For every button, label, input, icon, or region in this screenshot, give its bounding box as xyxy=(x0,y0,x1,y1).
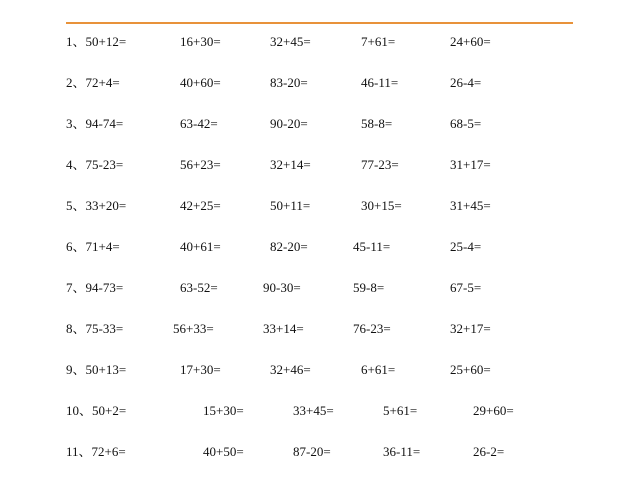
problem-cell: 26-4= xyxy=(450,75,482,90)
problem-cell: 90-20= xyxy=(270,116,308,131)
equation: 71+4= xyxy=(85,239,120,254)
equation: 94-74= xyxy=(85,116,124,131)
problem-row xyxy=(0,155,640,175)
row-number: 3、 xyxy=(66,116,86,131)
problem-cell: 32+45= xyxy=(270,34,311,49)
problem-cell: 7+61= xyxy=(361,34,396,49)
problem-cell: 32+17= xyxy=(450,321,491,336)
problem-cell: 50+11= xyxy=(270,198,311,213)
problem-row xyxy=(0,401,640,421)
problem-cell: 32+46= xyxy=(270,362,311,377)
problem-cell: 83-20= xyxy=(270,75,308,90)
problem-row xyxy=(0,196,640,216)
row-number: 2、 xyxy=(66,75,86,90)
problem-cell xyxy=(66,360,126,380)
equation: 72+4= xyxy=(85,75,120,90)
problem-cell: 40+61= xyxy=(180,239,221,254)
problem-cell: 32+14= xyxy=(270,157,311,172)
problem-cell: 68-5= xyxy=(450,116,482,131)
problem-cell: 16+30= xyxy=(180,34,221,49)
row-number: 11、 xyxy=(66,444,92,459)
problem-cell: 77-23= xyxy=(361,157,399,172)
problem-cell: 15+30= xyxy=(203,403,244,418)
problem-row xyxy=(0,73,640,93)
equation: 33+20= xyxy=(85,198,127,213)
problem-cell: 87-20= xyxy=(293,444,331,459)
equation: 75-23= xyxy=(85,157,124,172)
problem-cell: 82-20= xyxy=(270,239,308,254)
row-number: 5、 xyxy=(66,198,86,213)
problem-row xyxy=(0,278,640,298)
problem-cell xyxy=(66,114,123,134)
problem-row xyxy=(0,32,640,52)
equation: 50+12= xyxy=(85,34,127,49)
problem-cell xyxy=(66,278,123,298)
problem-cell: 6+61= xyxy=(361,362,396,377)
problem-cell: 31+45= xyxy=(450,198,491,213)
problem-cell: 25+60= xyxy=(450,362,491,377)
problem-row xyxy=(0,114,640,134)
equation: 50+2= xyxy=(92,403,127,418)
problem-cell xyxy=(66,319,123,339)
row-number: 10、 xyxy=(66,403,93,418)
problem-cell: 76-23= xyxy=(353,321,391,336)
problem-cell: 63-42= xyxy=(180,116,218,131)
problem-cell: 40+50= xyxy=(203,444,244,459)
problem-cell: 36-11= xyxy=(383,444,421,459)
problem-cell: 67-5= xyxy=(450,280,482,295)
row-number: 6、 xyxy=(66,239,86,254)
problem-cell: 56+23= xyxy=(180,157,221,172)
problem-cell: 40+60= xyxy=(180,75,221,90)
row-number: 1、 xyxy=(66,34,86,49)
problem-cell xyxy=(66,237,120,257)
equation: 72+6= xyxy=(91,444,126,459)
problem-cell xyxy=(66,73,120,93)
equation: 75-33= xyxy=(85,321,124,336)
problem-cell: 30+15= xyxy=(361,198,402,213)
problem-cell: 24+60= xyxy=(450,34,491,49)
row-number: 8、 xyxy=(66,321,86,336)
problem-cell: 59-8= xyxy=(353,280,385,295)
problem-cell xyxy=(66,196,126,216)
problem-cell: 29+60= xyxy=(473,403,514,418)
problem-cell: 63-52= xyxy=(180,280,218,295)
problem-cell xyxy=(66,442,126,462)
problem-cell: 45-11= xyxy=(353,239,391,254)
problem-cell: 56+33= xyxy=(173,321,214,336)
problem-cell: 33+45= xyxy=(293,403,334,418)
problem-cell: 58-8= xyxy=(361,116,393,131)
problem-row xyxy=(0,319,640,339)
problem-cell xyxy=(66,155,123,175)
problem-cell: 5+61= xyxy=(383,403,418,418)
problem-row xyxy=(0,442,640,462)
problem-cell: 46-11= xyxy=(361,75,399,90)
problem-cell: 31+17= xyxy=(450,157,491,172)
row-number: 7、 xyxy=(66,280,86,295)
problem-cell: 33+14= xyxy=(263,321,304,336)
problem-cell xyxy=(66,401,126,421)
row-number: 9、 xyxy=(66,362,86,377)
equation: 50+13= xyxy=(85,362,127,377)
problem-cell: 25-4= xyxy=(450,239,482,254)
problem-row xyxy=(0,237,640,257)
problem-cell: 90-30= xyxy=(263,280,301,295)
problem-cell: 42+25= xyxy=(180,198,221,213)
row-number: 4、 xyxy=(66,157,86,172)
problem-cell: 26-2= xyxy=(473,444,505,459)
equation: 94-73= xyxy=(85,280,124,295)
problem-cell: 17+30= xyxy=(180,362,221,377)
problem-cell xyxy=(66,32,126,52)
problem-row xyxy=(0,360,640,380)
